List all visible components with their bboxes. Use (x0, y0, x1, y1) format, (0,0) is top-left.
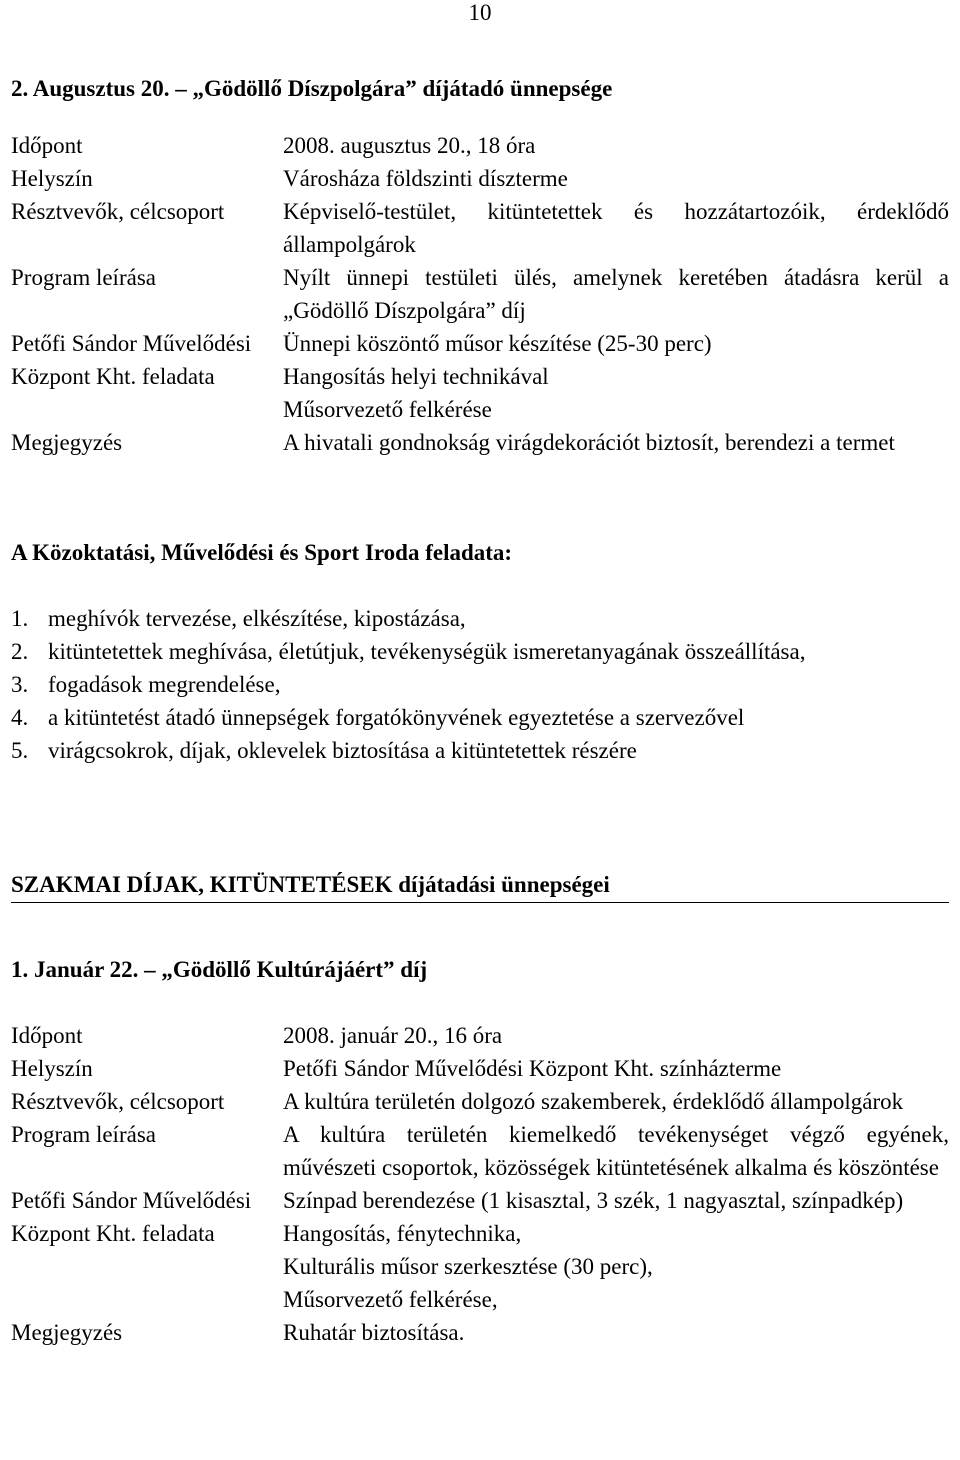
row-value: Petőfi Sándor Művelődési Központ Kht. színházterme (283, 1056, 782, 1081)
task-line: Műsorvezető felkérése, (283, 1287, 498, 1312)
row-value: Képviselő-testület, kitüntetettek és hozzátartozóik, érdeklődő állampolgárok (283, 199, 949, 257)
row-label: Helyszín (11, 166, 93, 191)
office-task-list (11, 602, 949, 767)
row-label: Helyszín (11, 1056, 93, 1081)
event-table-january-22 (11, 1019, 949, 1349)
section-heading-august-20: 2. Augusztus 20. – „Gödöllő Díszpolgára” díjátadó ünnepsége (11, 76, 613, 101)
item-text: virágcsokrok, díjak, oklevelek biztosítása a kitüntetettek részére (48, 738, 637, 763)
office-tasks-heading: A Közoktatási, Művelődési és Sport Iroda feladata: (11, 540, 513, 565)
task-line: Kulturális műsor szerkesztése (30 perc), (283, 1254, 653, 1279)
table-row (11, 1052, 949, 1085)
professional-awards-heading (11, 868, 949, 903)
table-row (11, 261, 949, 327)
table-row (11, 1085, 949, 1118)
row-value (283, 327, 949, 426)
row-label: Program leírása (11, 265, 156, 290)
row-value: 2008. augusztus 20., 18 óra (283, 133, 536, 158)
section-heading-january-22: 1. Január 22. – „Gödöllő Kultúrájáért” díj (11, 957, 428, 982)
item-number: 2. (11, 639, 29, 664)
item-number: 5. (11, 738, 29, 763)
table-row (11, 129, 949, 162)
row-label: Résztvevők, célcsoport (11, 199, 225, 224)
task-line: Ünnepi köszöntő műsor készítése (25-30 perc) (283, 331, 712, 356)
table-row (11, 426, 949, 459)
list-item (11, 635, 949, 668)
row-label: Petőfi Sándor Művelődési Központ Kht. feladata (11, 331, 252, 389)
item-number: 4. (11, 705, 29, 730)
row-label: Petőfi Sándor Művelődési Központ Kht. feladata (11, 1188, 252, 1246)
row-value: Nyílt ünnepi testületi ülés, amelynek keretében átadásra kerül a „Gödöllő Díszpolgára” díj (283, 265, 949, 323)
task-line: Színpad berendezése (1 kisasztal, 3 szék, 1 nagyasztal, színpadkép) (283, 1188, 904, 1213)
item-number: 1. (11, 606, 29, 631)
table-row (11, 1019, 949, 1052)
row-label: Résztvevők, célcsoport (11, 1089, 225, 1114)
event-table-august-20 (11, 129, 949, 459)
item-text: fogadások megrendelése, (48, 672, 281, 697)
list-item (11, 602, 949, 635)
item-text: kitüntetettek meghívása, életútjuk, tevékenységük ismeretanyagának összeállítása, (48, 639, 806, 664)
list-item (11, 668, 949, 701)
row-label: Időpont (11, 1023, 83, 1048)
professional-awards-title: SZAKMAI DÍJAK, KITÜNTETÉSEK díjátadási ünnepségei (11, 872, 610, 897)
task-line: Műsorvezető felkérése (283, 397, 492, 422)
row-label: Program leírása (11, 1122, 156, 1147)
row-value: Ruhatár biztosítása. (283, 1320, 465, 1345)
row-label: Időpont (11, 133, 83, 158)
task-line: Hangosítás, fénytechnika, (283, 1221, 522, 1246)
item-text: a kitüntetést átadó ünnepségek forgatókönyvének egyeztetése a szervezővel (48, 705, 745, 730)
row-value: 2008. január 20., 16 óra (283, 1023, 503, 1048)
table-row (11, 195, 949, 261)
table-row (11, 162, 949, 195)
row-value: Városháza földszinti díszterme (283, 166, 568, 191)
row-label: Megjegyzés (11, 430, 123, 455)
row-value (283, 1184, 949, 1316)
list-item (11, 701, 949, 734)
table-row (11, 1184, 949, 1316)
task-line: Hangosítás helyi technikával (283, 364, 549, 389)
row-label: Megjegyzés (11, 1320, 123, 1345)
row-value: A kultúra területén kiemelkedő tevékenységet végző egyének, művészeti csoportok, közösségek kitüntetésének alkalma és köszöntése (283, 1122, 949, 1180)
table-row (11, 1316, 949, 1349)
item-text: meghívók tervezése, elkészítése, kipostázása, (48, 606, 466, 631)
table-row (11, 327, 949, 426)
row-value: A hivatali gondnokság virágdekorációt biztosít, berendezi a termet (283, 430, 895, 455)
row-value: A kultúra területén dolgozó szakemberek, érdeklődő állampolgárok (283, 1089, 904, 1114)
item-number: 3. (11, 672, 29, 697)
list-item (11, 734, 949, 767)
page-number: 10 (468, 0, 492, 25)
table-row (11, 1118, 949, 1184)
